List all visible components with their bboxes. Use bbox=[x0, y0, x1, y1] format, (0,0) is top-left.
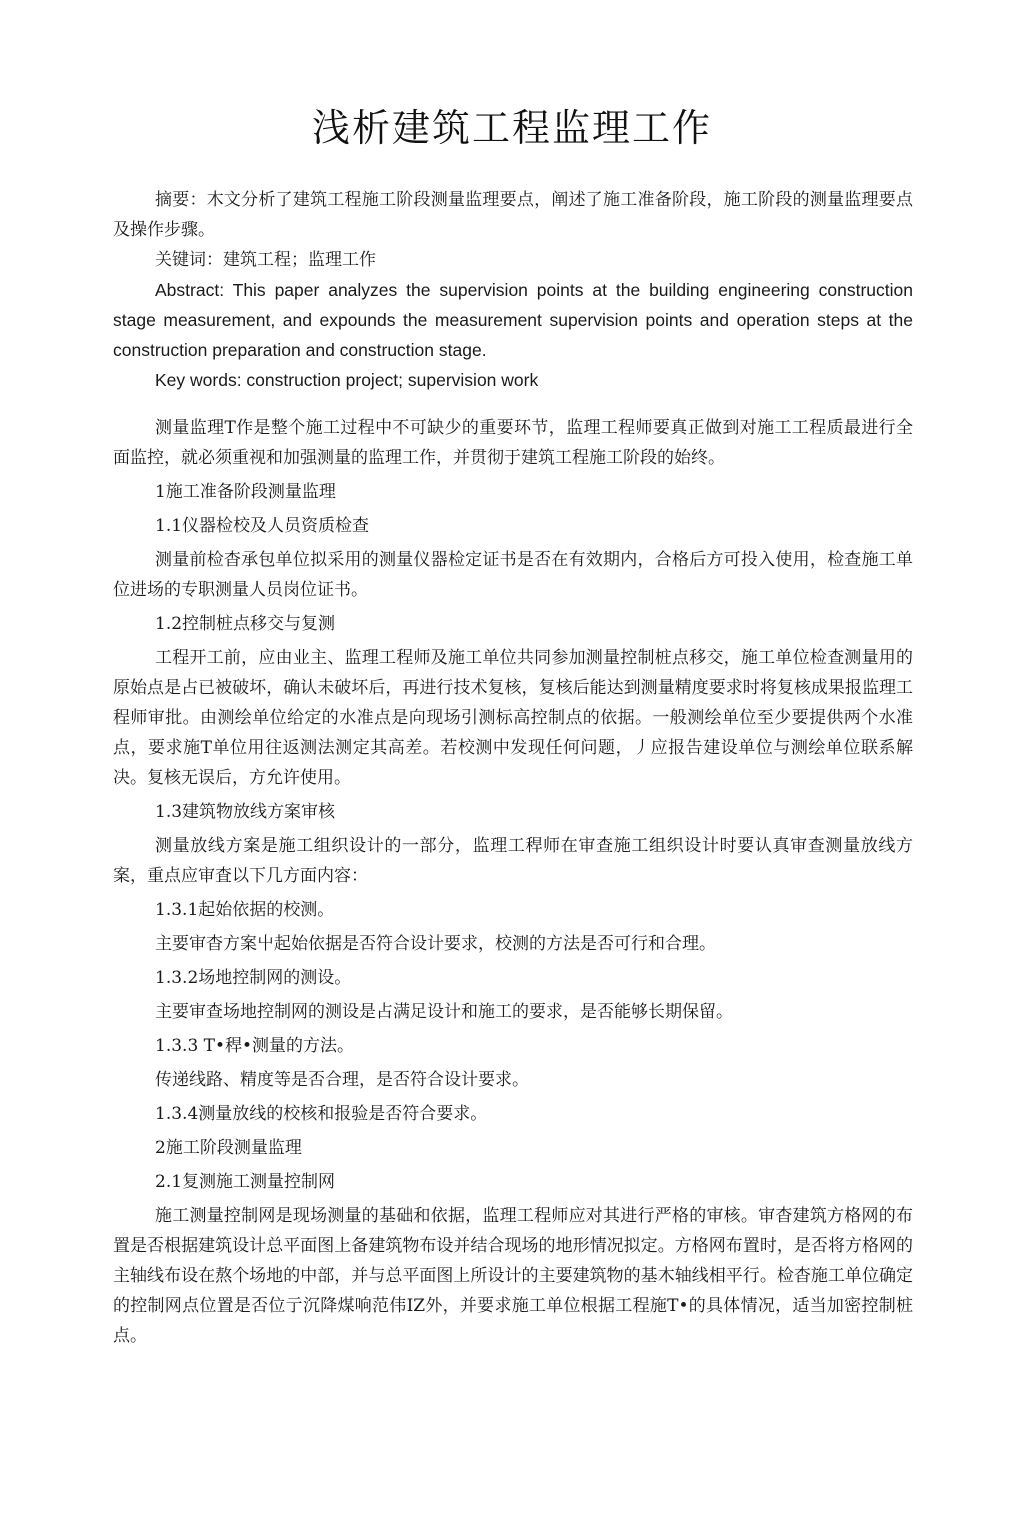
paragraph-1-1: 测量前检杳承包单位拟采用的测量仪器检定证书是否在有效期内，合格后方可投入使用，检查施工单位进场的专职测量人员岗位证书。 bbox=[113, 550, 913, 600]
document-title: 浅析建筑工程监理工作 bbox=[311, 106, 712, 150]
abstract-cn: 摘要：木文分析了建筑工程施工阶段测量监理要点，阐述了施工准备阶段，施工阶段的测量监理要点及操作步骤。 bbox=[113, 190, 913, 240]
section-heading-1-3: 1.3建筑物放线方案审核 bbox=[155, 802, 336, 822]
section-heading-1-3-2: 1.3.2场地控制网的测设。 bbox=[155, 968, 352, 988]
section-heading-2: 2施工阶段测量监理 bbox=[155, 1138, 302, 1158]
keywords-en: Key words: construction project; supervision work bbox=[155, 370, 539, 390]
paragraph-1-3-3: 传递线路、精度等是否合理，是否符合设计要求。 bbox=[155, 1070, 529, 1090]
section-heading-1-1: 1.1仪器检校及人员资质检查 bbox=[155, 516, 370, 536]
abstract-en: Abstract: This paper analyzes the supervision points at the building engineering construction stage measurement, and expounds the measurement supervision points and operation steps at the construction preparation and construction stage. bbox=[113, 280, 913, 360]
section-heading-1: 1施工准备阶段测量监理 bbox=[155, 482, 336, 502]
keywords-cn: 关键词：建筑工程；监理工作 bbox=[155, 250, 376, 270]
paragraph-1-2: 工程开工前，应由业主、监理工程师及施工单位共同参加测量控制桩点移交，施工单位检查测量用的原始点是占已被破坏，确认未破坏后，再进行技术复核，复核后能达到测量精度要求时将复核成果报监理工程师审批。由测绘单位给定的水准点是向现场引测标高控制点的依据。一般测绘单位至少要提供两个水准点，要求施T单位用往返测法测定其高差。若校测中发现任何问题，丿应报告建设单位与测绘单位联系解决。复核无误后，方允许使用。 bbox=[113, 648, 913, 788]
paragraph-1-3-2: 主要审查场地控制网的测设是占满足设计和施工的要求，是否能够长期保留。 bbox=[155, 1002, 733, 1022]
section-heading-1-3-1: 1.3.1起始依据的校测。 bbox=[155, 900, 335, 920]
intro-paragraph: 测量监理T作是整个施工过程中不可缺少的重要环节，监理工程师要真正做到对施工工程质最进行全面监控，就必须重视和加强测量的监理工作，并贯彻于建筑工程施工阶段的始终。 bbox=[113, 418, 913, 468]
paragraph-1-3: 测量放线方案是施工组织设计的一部分，监理工稈师在审查施工组织设计时要认真审查测量放线方案，重点应审査以下几方面内容： bbox=[113, 836, 913, 886]
paragraph-1-3-1: 主要审杳方案屮起始依据是否符合设计要求，校测的方法是否可行和合理。 bbox=[155, 934, 716, 954]
section-heading-2-1: 2.1复测施工测量控制网 bbox=[155, 1172, 336, 1192]
section-heading-1-2: 1.2控制桩点移交与复测 bbox=[155, 614, 336, 634]
section-heading-1-3-3: 1.3.3 T•稈•测量的方法。 bbox=[155, 1036, 355, 1056]
section-heading-1-3-4: 1.3.4测量放线的校核和报验是否符合要求。 bbox=[155, 1104, 488, 1124]
document-body bbox=[113, 185, 913, 1351]
paragraph-2-1: 施工测量控制网是现场测量的基础和依据，监理工程师应对其进行严格的审核。审杳建筑方格网的布置是否根据建筑设计总平面图上备建筑物布设并结合现场的地形情况拟定。方格网布置时，是否将方格网的主轴线布设在熬个场地的中部，并与总平面图上所设计的主要建筑物的基木轴线相平行。检杳施工单位确定的控制网点位置是否位亍沉降煤响范伟IZ外，并要求施工单位根据工程施T•的具体情况，适当加密控制桩点。 bbox=[113, 1206, 913, 1346]
